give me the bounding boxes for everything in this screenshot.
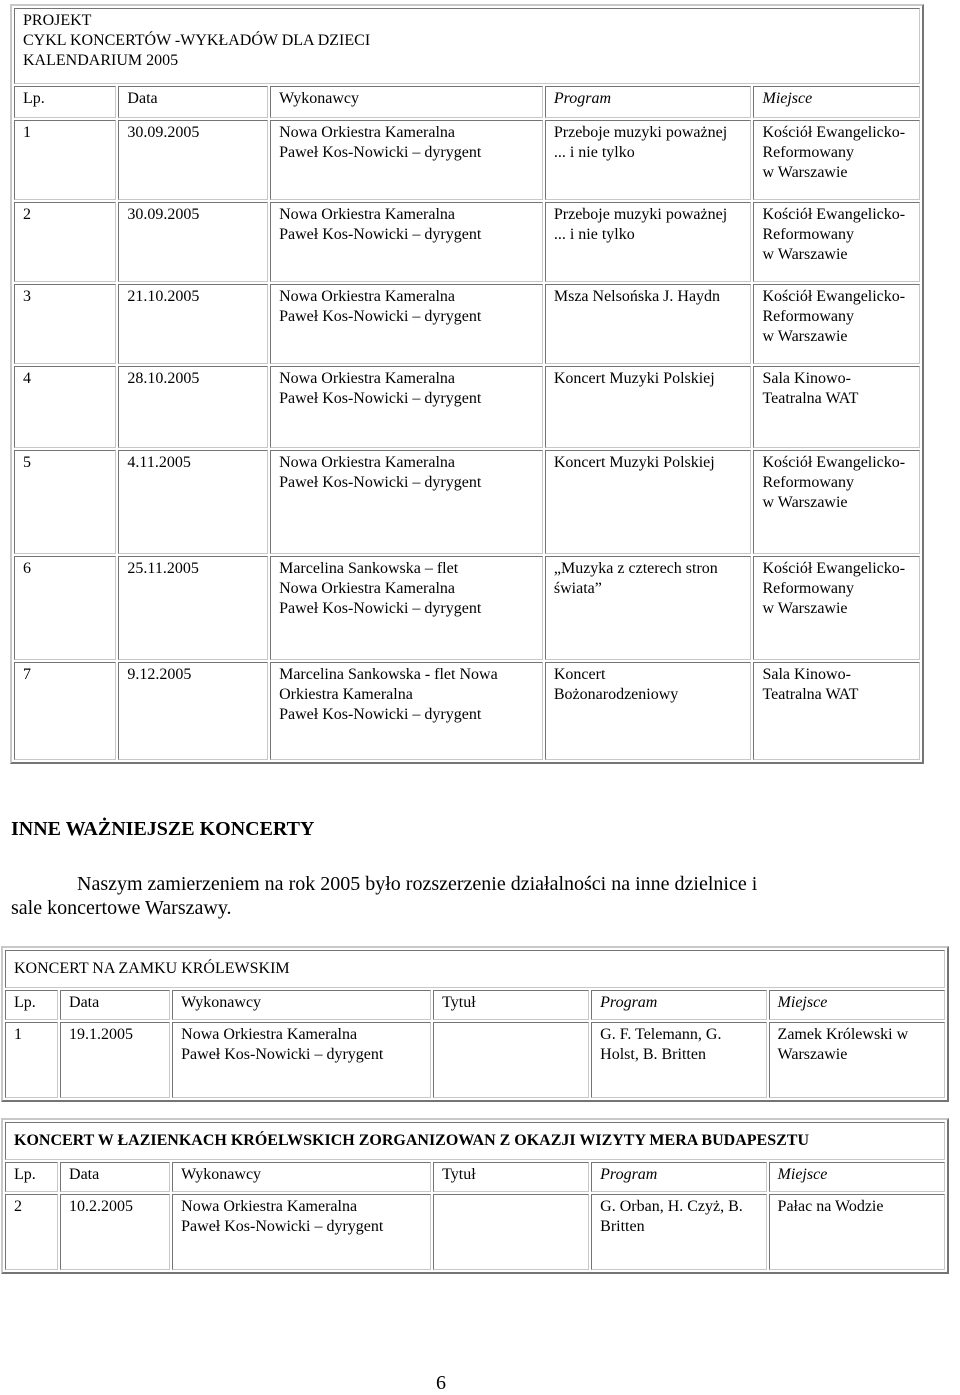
castle-title: KONCERT NA ZAMKU KRÓLEWSKIM	[5, 950, 945, 988]
cell-place-line: Kościół Ewangelicko-	[762, 124, 906, 141]
project-header-cell	[14, 8, 920, 84]
cell-performers	[270, 120, 543, 200]
col-header-program: Program	[545, 86, 752, 118]
cell-performers-line: Paweł Kos-Nowicki – dyrygent	[279, 474, 482, 491]
table-row	[14, 366, 920, 448]
lazienki-title-row	[5, 1122, 945, 1160]
project-label: PROJEKT	[23, 12, 92, 29]
intro-paragraph	[11, 872, 931, 920]
cell-performers	[270, 662, 543, 760]
cell-performers	[270, 366, 543, 448]
cell-performers-line: Nowa Orkiestra Kameralna	[279, 124, 456, 141]
cell-place-line: Kościół Ewangelicko-	[762, 454, 906, 471]
lazienki-col-date: Data	[60, 1162, 170, 1192]
lazienki-program-line: G. Orban, H. Czyż, B.	[600, 1198, 743, 1215]
cell-program-line: Koncert Muzyki Polskiej	[553, 454, 715, 471]
lazienki-col-performers: Wykonawcy	[172, 1162, 431, 1192]
project-columns-row	[14, 86, 920, 118]
lazienki-col-title: Tytuł	[433, 1162, 589, 1192]
cell-program-line: „Muzyka z czterech stron	[553, 560, 718, 577]
cell-place	[753, 202, 920, 282]
cell-performers-line: Paweł Kos-Nowicki – dyrygent	[279, 706, 482, 723]
cell-lp: 6	[14, 556, 116, 660]
castle-place-line: Zamek Królewski w	[777, 1026, 909, 1043]
lazienki-performer-line: Paweł Kos-Nowicki – dyrygent	[181, 1218, 384, 1235]
castle-row-date: 19.1.2005	[60, 1022, 170, 1098]
cell-program-line: ... i nie tylko	[553, 226, 635, 243]
table-row	[5, 1194, 945, 1270]
cell-place-line: Teatralna WAT	[762, 390, 859, 407]
cell-performers-line: Marcelina Sankowska - flet Nowa	[279, 666, 498, 683]
cell-date: 25.11.2005	[118, 556, 268, 660]
castle-performer-line: Paweł Kos-Nowicki – dyrygent	[181, 1046, 384, 1063]
castle-col-performers: Wykonawcy	[172, 990, 431, 1020]
cell-program-line: Bożonarodzeniowy	[553, 686, 679, 703]
cell-place	[753, 120, 920, 200]
cell-program-line: Msza Nelsońska J. Haydn	[553, 288, 721, 305]
castle-row-place	[769, 1022, 945, 1098]
lazienki-row-title	[433, 1194, 589, 1270]
cell-place-line: Reformowany	[762, 580, 855, 597]
cell-lp: 2	[14, 202, 116, 282]
cell-place-line: w Warszawie	[762, 600, 848, 617]
lazienki-col-program: Program	[591, 1162, 766, 1192]
cell-place-line: Sala Kinowo-	[762, 370, 851, 387]
cell-program-line: Koncert Muzyki Polskiej	[553, 370, 715, 387]
cell-performers-line: Nowa Orkiestra Kameralna	[279, 454, 456, 471]
project-subtitle: KALENDARIUM 2005	[23, 52, 179, 69]
col-header-place: Miejsce	[753, 86, 920, 118]
cell-program	[545, 202, 752, 282]
table-row	[14, 120, 920, 200]
cell-program-line: Przeboje muzyki poważnej	[553, 206, 728, 223]
cell-place-line: Sala Kinowo-	[762, 666, 851, 683]
castle-place-line: Warszawie	[777, 1046, 848, 1063]
cell-performers-line: Paweł Kos-Nowicki – dyrygent	[279, 144, 482, 161]
cell-place-line: Kościół Ewangelicko-	[762, 560, 906, 577]
cell-place	[753, 366, 920, 448]
cell-program	[545, 662, 752, 760]
project-calendar-table	[10, 4, 924, 764]
lazienki-row-performers	[172, 1194, 431, 1270]
cell-place	[753, 450, 920, 554]
lazienki-place-line: Pałac na Wodzie	[777, 1198, 884, 1215]
lazienki-columns-row	[5, 1162, 945, 1192]
castle-row-title	[433, 1022, 589, 1098]
castle-col-date: Data	[60, 990, 170, 1020]
cell-place-line: w Warszawie	[762, 494, 848, 511]
project-rows	[14, 120, 920, 760]
intro-line-2: sale koncertowe Warszawy.	[11, 897, 232, 919]
cell-lp: 4	[14, 366, 116, 448]
other-concerts-heading: INNE WAŻNIEJSZE KONCERTY	[11, 818, 315, 840]
cell-place	[753, 284, 920, 364]
cell-lp: 1	[14, 120, 116, 200]
cell-lp: 3	[14, 284, 116, 364]
cell-lp: 7	[14, 662, 116, 760]
cell-performers	[270, 202, 543, 282]
cell-lp: 5	[14, 450, 116, 554]
cell-performers-line: Nowa Orkiestra Kameralna	[279, 206, 456, 223]
cell-program	[545, 556, 752, 660]
table-row	[5, 1022, 945, 1098]
cell-performers-line: Paweł Kos-Nowicki – dyrygent	[279, 308, 482, 325]
cell-place	[753, 556, 920, 660]
project-header-row	[14, 8, 920, 84]
lazienki-col-lp: Lp.	[5, 1162, 58, 1192]
table-row	[14, 450, 920, 554]
castle-col-title: Tytuł	[433, 990, 589, 1020]
cell-performers-line: Nowa Orkiestra Kameralna	[279, 580, 456, 597]
cell-performers	[270, 450, 543, 554]
castle-columns-row	[5, 990, 945, 1020]
cell-performers-line: Orkiestra Kameralna	[279, 686, 413, 703]
cell-place-line: Reformowany	[762, 144, 855, 161]
page-number: 6	[436, 1372, 446, 1394]
cell-performers-line: Nowa Orkiestra Kameralna	[279, 288, 456, 305]
cell-date: 9.12.2005	[118, 662, 268, 760]
cell-program-line: Koncert	[553, 666, 606, 683]
cell-program	[545, 284, 752, 364]
cell-performers-line: Nowa Orkiestra Kameralna	[279, 370, 456, 387]
castle-program-line: G. F. Telemann, G.	[600, 1026, 722, 1043]
castle-col-program: Program	[591, 990, 766, 1020]
castle-row-program	[591, 1022, 766, 1098]
cell-place-line: Kościół Ewangelicko-	[762, 206, 906, 223]
cell-date: 30.09.2005	[118, 202, 268, 282]
table-row	[14, 284, 920, 364]
castle-performer-line: Nowa Orkiestra Kameralna	[181, 1026, 358, 1043]
cell-place-line: w Warszawie	[762, 328, 848, 345]
lazienki-title: KONCERT W ŁAZIENKACH KRÓELWSKICH ZORGANIZOWAN Z OKAZJI WIZYTY MERA BUDAPESZTU	[5, 1122, 945, 1160]
cell-program	[545, 450, 752, 554]
cell-program	[545, 120, 752, 200]
cell-date: 28.10.2005	[118, 366, 268, 448]
cell-place-line: Kościół Ewangelicko-	[762, 288, 906, 305]
table-row	[14, 556, 920, 660]
cell-place	[753, 662, 920, 760]
cell-program	[545, 366, 752, 448]
cell-place-line: Teatralna WAT	[762, 686, 859, 703]
col-header-lp: Lp.	[14, 86, 116, 118]
cell-date: 21.10.2005	[118, 284, 268, 364]
cell-performers-line: Paweł Kos-Nowicki – dyrygent	[279, 390, 482, 407]
castle-row-lp: 1	[5, 1022, 58, 1098]
cell-place-line: Reformowany	[762, 308, 855, 325]
castle-program-line: Holst, B. Britten	[600, 1046, 706, 1063]
castle-concert-table	[1, 946, 949, 1102]
cell-performers-line: Paweł Kos-Nowicki – dyrygent	[279, 226, 482, 243]
cell-date: 30.09.2005	[118, 120, 268, 200]
lazienki-row-date: 10.2.2005	[60, 1194, 170, 1270]
project-title: CYKL KONCERTÓW -WYKŁADÓW DLA DZIECI	[23, 32, 371, 49]
cell-place-line: w Warszawie	[762, 164, 848, 181]
cell-date: 4.11.2005	[118, 450, 268, 554]
col-header-performers: Wykonawcy	[270, 86, 543, 118]
col-header-date: Data	[118, 86, 268, 118]
cell-performers-line: Marcelina Sankowska – flet	[279, 560, 459, 577]
cell-place-line: Reformowany	[762, 226, 855, 243]
castle-title-row	[5, 950, 945, 988]
castle-col-lp: Lp.	[5, 990, 58, 1020]
lazienki-row-lp: 2	[5, 1194, 58, 1270]
cell-performers	[270, 556, 543, 660]
lazienki-row-program	[591, 1194, 766, 1270]
cell-program-line: Przeboje muzyki poważnej	[553, 124, 728, 141]
lazienki-performer-line: Nowa Orkiestra Kameralna	[181, 1198, 358, 1215]
table-row	[14, 202, 920, 282]
cell-program-line: ... i nie tylko	[553, 144, 635, 161]
lazienki-concert-table	[1, 1118, 949, 1274]
cell-performers-line: Paweł Kos-Nowicki – dyrygent	[279, 600, 482, 617]
lazienki-col-place: Miejsce	[769, 1162, 945, 1192]
cell-place-line: w Warszawie	[762, 246, 848, 263]
cell-program-line: świata”	[553, 580, 602, 597]
table-row	[14, 662, 920, 760]
cell-place-line: Reformowany	[762, 474, 855, 491]
castle-row-performers	[172, 1022, 431, 1098]
cell-performers	[270, 284, 543, 364]
lazienki-program-line: Britten	[600, 1218, 645, 1235]
castle-col-place: Miejsce	[769, 990, 945, 1020]
intro-line-1: Naszym zamierzeniem na rok 2005 było rozszerzenie działalności na inne dzielnice i	[77, 873, 758, 895]
lazienki-row-place	[769, 1194, 945, 1270]
